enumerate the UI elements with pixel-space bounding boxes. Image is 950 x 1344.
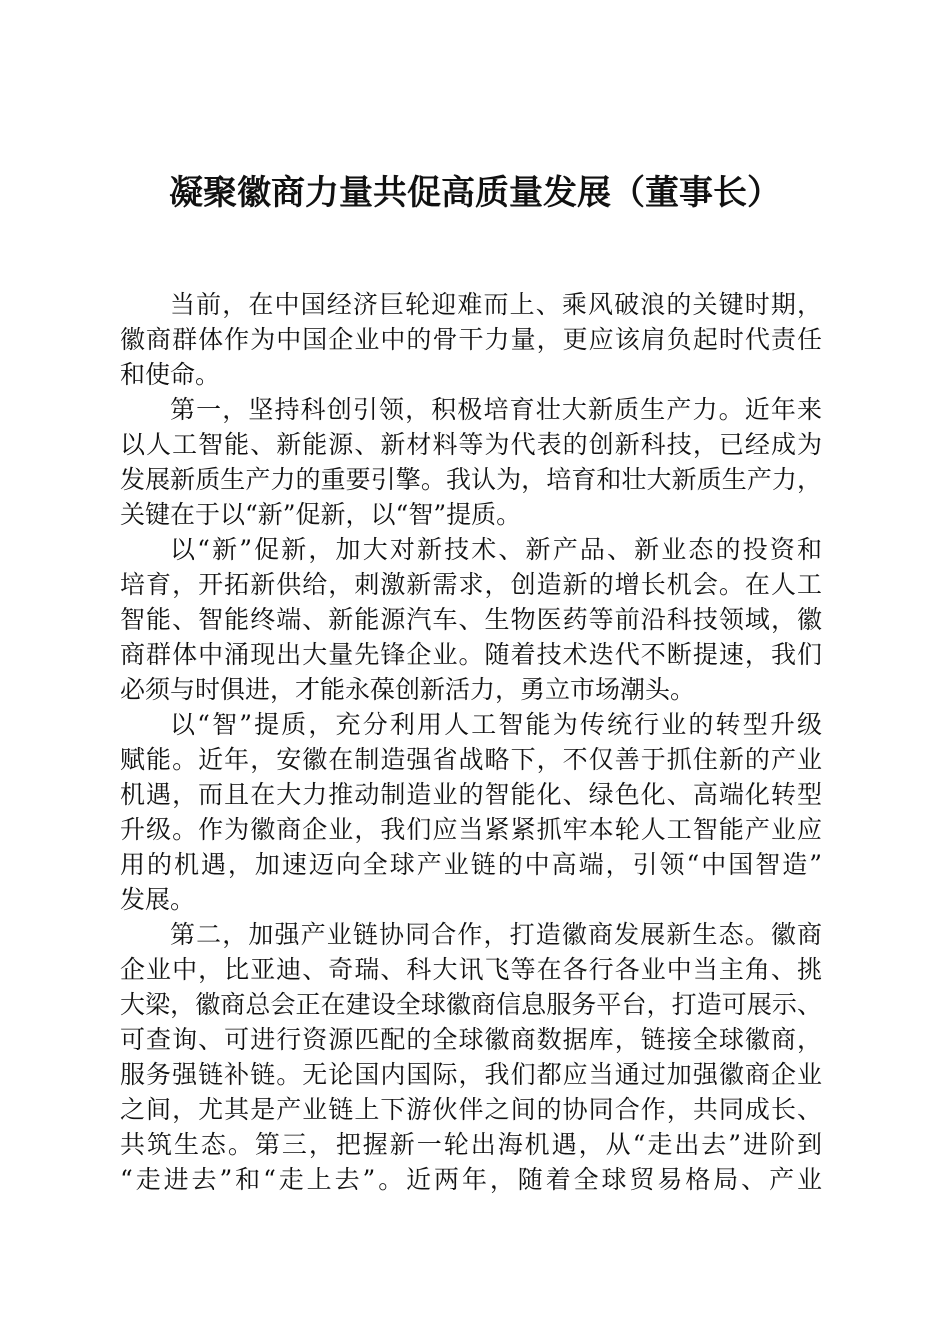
text-line: 第二，加强产业链协同合作，打造徽商发展新生态。徽商 [170,920,822,949]
text-line: 用的机遇，加速迈向全球产业链的中高端，引领“中国智造” [120,850,822,879]
text-line: 可查询、可进行资源匹配的全球徽商数据库，链接全球徽商， [120,1025,822,1054]
text-line: 之间，尤其是产业链上下游伙伴之间的协同合作，共同成长、 [120,1095,822,1124]
text-line: 服务强链补链。无论国内国际，我们都应当通过加强徽商企业 [120,1060,822,1089]
paragraph [120,707,822,917]
text-line: 商群体中涌现出大量先锋企业。随着技术迭代不断提速，我们 [120,640,822,669]
text-line: 发展。 [120,885,196,914]
text-line: “走进去”和“走上去”。近两年，随着全球贸易格局、产业 [120,1165,822,1194]
paragraph [120,287,822,392]
document-body [120,287,822,1197]
text-line: 必须与时俱进，才能永葆创新活力，勇立市场潮头。 [120,675,696,704]
text-line: 第一，坚持科创引领，积极培育壮大新质生产力。近年来 [170,395,822,424]
text-line: 企业中，比亚迪、奇瑞、科大讯飞等在各行各业中当主角、挑 [120,955,822,984]
paragraph [120,532,822,707]
text-line: 以人工智能、新能源、新材料等为代表的创新科技，已经成为 [120,430,822,459]
text-line: 徽商群体作为中国企业中的骨干力量，更应该肩负起时代责任 [120,325,822,354]
text-line: 以“新”促新，加大对新技术、新产品、新业态的投资和 [170,535,822,564]
text-line: 和使命。 [120,360,221,389]
text-line: 智能、智能终端、新能源汽车、生物医药等前沿科技领域，徽 [120,605,822,634]
text-line: 当前，在中国经济巨轮迎难而上、乘风破浪的关键时期， [170,290,822,319]
paragraph [120,392,822,532]
paragraph [120,917,822,1197]
text-line: 升级。作为徽商企业，我们应当紧紧抓牢本轮人工智能产业应 [120,815,822,844]
document-title: 凝聚徽商力量共促高质量发展（董事长） [169,173,781,213]
text-line: 共筑生态。第三，把握新一轮出海机遇，从“走出去”进阶到 [120,1130,822,1159]
text-line: 以“智”提质，充分利用人工智能为传统行业的转型升级 [170,710,822,739]
text-line: 发展新质生产力的重要引擎。我认为，培育和壮大新质生产力， [120,465,822,494]
text-line: 培育，开拓新供给，刺激新需求，创造新的增长机会。在人工 [120,570,822,599]
text-line: 赋能。近年，安徽在制造强省战略下，不仅善于抓住新的产业 [120,745,822,774]
text-line: 大梁，徽商总会正在建设全球徽商信息服务平台，打造可展示、 [120,990,822,1019]
text-line: 机遇，而且在大力推动制造业的智能化、绿色化、高端化转型 [120,780,822,809]
text-line: 关键在于以“新”促新，以“智”提质。 [120,500,522,529]
